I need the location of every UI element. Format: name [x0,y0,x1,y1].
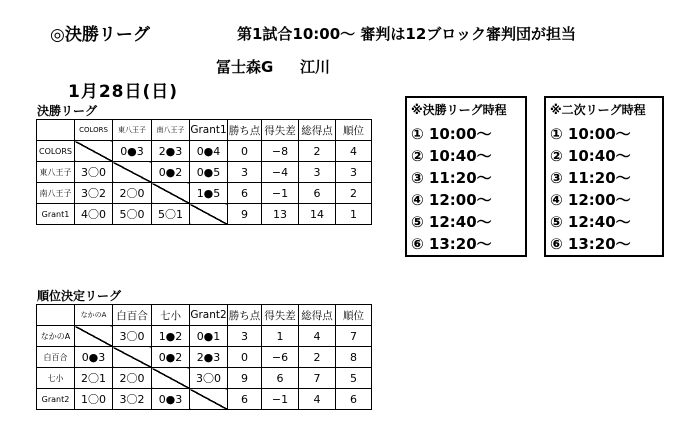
column-header: 勝ち点 [228,305,262,326]
points-cell: 0 [228,141,262,162]
final-league-table [36,119,372,225]
rank-cell: 4 [336,141,372,162]
second-schedule-time-6: ⑥ 13:20〜 [550,235,631,253]
rank-cell: 3 [336,162,372,183]
table-row [37,162,372,183]
column-header: 東八王子 [113,120,152,141]
rank-cell: 7 [336,326,372,347]
self-match-cell [152,183,190,204]
column-header: 総得点 [299,120,336,141]
final-schedule-time-6: ⑥ 13:20〜 [411,235,492,253]
page-title: ◎決勝リーグ [50,25,150,45]
table-row [37,389,372,410]
goals-cell: 4 [299,389,336,410]
final-schedule-time-1: ① 10:00〜 [411,125,492,143]
result-cell: 0●1 [190,326,228,347]
goals-cell: 4 [299,326,336,347]
column-header: 七小 [152,305,190,326]
points-cell: 0 [228,347,262,368]
result-cell: 5〇0 [113,204,152,225]
second-schedule-time-4: ④ 12:00〜 [550,191,631,209]
final-schedule-time-3: ③ 11:20〜 [411,169,492,187]
team-name: Grant1 [37,204,75,225]
team-name: 七小 [37,368,75,389]
column-header: 勝ち点 [228,120,262,141]
points-cell: 3 [228,162,262,183]
points-cell: 6 [228,183,262,204]
table-row [37,183,372,204]
table-row [37,141,372,162]
column-header: 得失差 [262,120,299,141]
second-schedule-time-2: ② 10:40〜 [550,147,631,165]
diff-cell: −1 [262,183,299,204]
rank-cell: 5 [336,368,372,389]
final-schedule-heading: ※決勝リーグ時程 [411,103,507,117]
rank-cell: 8 [336,347,372,368]
placement-league-table [36,304,372,410]
team-name: なかのA [37,326,75,347]
placement-league-label: 順位決定リーグ [37,289,122,303]
result-cell: 2〇1 [75,368,113,389]
self-match-cell [190,204,228,225]
column-header: Grant2 [190,305,228,326]
result-cell: 0●3 [152,389,190,410]
venue-1: 冨士森G [216,58,274,76]
goals-cell: 2 [299,141,336,162]
team-name: Grant2 [37,389,75,410]
column-header: 南八王子 [152,120,190,141]
team-name: COLORS [37,141,75,162]
table-row [37,347,372,368]
result-cell: 2●3 [152,141,190,162]
result-cell: 0●2 [152,162,190,183]
result-cell: 2〇0 [113,183,152,204]
final-schedule-time-5: ⑤ 12:40〜 [411,213,492,231]
second-schedule-time-5: ⑤ 12:40〜 [550,213,631,231]
result-cell: 3〇0 [113,326,152,347]
rank-cell: 1 [336,204,372,225]
points-cell: 3 [228,326,262,347]
diff-cell: −1 [262,389,299,410]
self-match-cell [190,389,228,410]
table-row [37,204,372,225]
self-match-cell [75,141,113,162]
self-match-cell [113,162,152,183]
result-cell: 3〇2 [113,389,152,410]
column-header: 得失差 [262,305,299,326]
column-header: 順位 [336,305,372,326]
result-cell: 0●3 [113,141,152,162]
self-match-cell [75,326,113,347]
match-date: 1月28日(日) [68,82,179,102]
column-header: 総得点 [299,305,336,326]
result-cell: 0●3 [75,347,113,368]
column-header: 順位 [336,120,372,141]
match-info: 第1試合10:00〜 審判は12ブロック審判団が担当 [237,25,576,43]
header-row [37,120,372,141]
second-schedule-time-1: ① 10:00〜 [550,125,631,143]
team-name: 東八王子 [37,162,75,183]
result-cell: 4〇0 [75,204,113,225]
points-cell: 6 [228,389,262,410]
table-row [37,368,372,389]
result-cell: 2●3 [190,347,228,368]
diff-cell: 6 [262,368,299,389]
venue-2: 江川 [300,58,331,76]
result-cell: 1〇0 [75,389,113,410]
result-cell: 3〇0 [75,162,113,183]
diff-cell: 13 [262,204,299,225]
table-row [37,326,372,347]
column-header [37,305,75,326]
column-header: COLORS [75,120,113,141]
diff-cell: −4 [262,162,299,183]
diff-cell: 1 [262,326,299,347]
second-schedule-box [544,96,664,257]
header-row [37,305,372,326]
result-cell: 3〇0 [190,368,228,389]
rank-cell: 6 [336,389,372,410]
result-cell: 3〇2 [75,183,113,204]
column-header [37,120,75,141]
goals-cell: 6 [299,183,336,204]
points-cell: 9 [228,204,262,225]
diff-cell: −6 [262,347,299,368]
result-cell: 5〇1 [152,204,190,225]
result-cell: 0●4 [190,141,228,162]
result-cell: 1●5 [190,183,228,204]
diff-cell: −8 [262,141,299,162]
result-cell: 0●5 [190,162,228,183]
rank-cell: 2 [336,183,372,204]
team-name: 白百合 [37,347,75,368]
final-schedule-time-2: ② 10:40〜 [411,147,492,165]
self-match-cell [152,368,190,389]
final-league-label: 決勝リーグ [37,104,98,118]
result-cell: 0●2 [152,347,190,368]
column-header: 白百合 [113,305,152,326]
final-schedule-time-4: ④ 12:00〜 [411,191,492,209]
column-header: Grant1 [190,120,228,141]
second-schedule-heading: ※二次リーグ時程 [550,103,646,117]
second-schedule-time-3: ③ 11:20〜 [550,169,631,187]
result-cell: 2〇0 [113,368,152,389]
goals-cell: 7 [299,368,336,389]
goals-cell: 3 [299,162,336,183]
result-cell: 1●2 [152,326,190,347]
team-name: 南八王子 [37,183,75,204]
goals-cell: 2 [299,347,336,368]
self-match-cell [113,347,152,368]
goals-cell: 14 [299,204,336,225]
final-schedule-box [405,96,527,257]
column-header: なかのA [75,305,113,326]
points-cell: 9 [228,368,262,389]
